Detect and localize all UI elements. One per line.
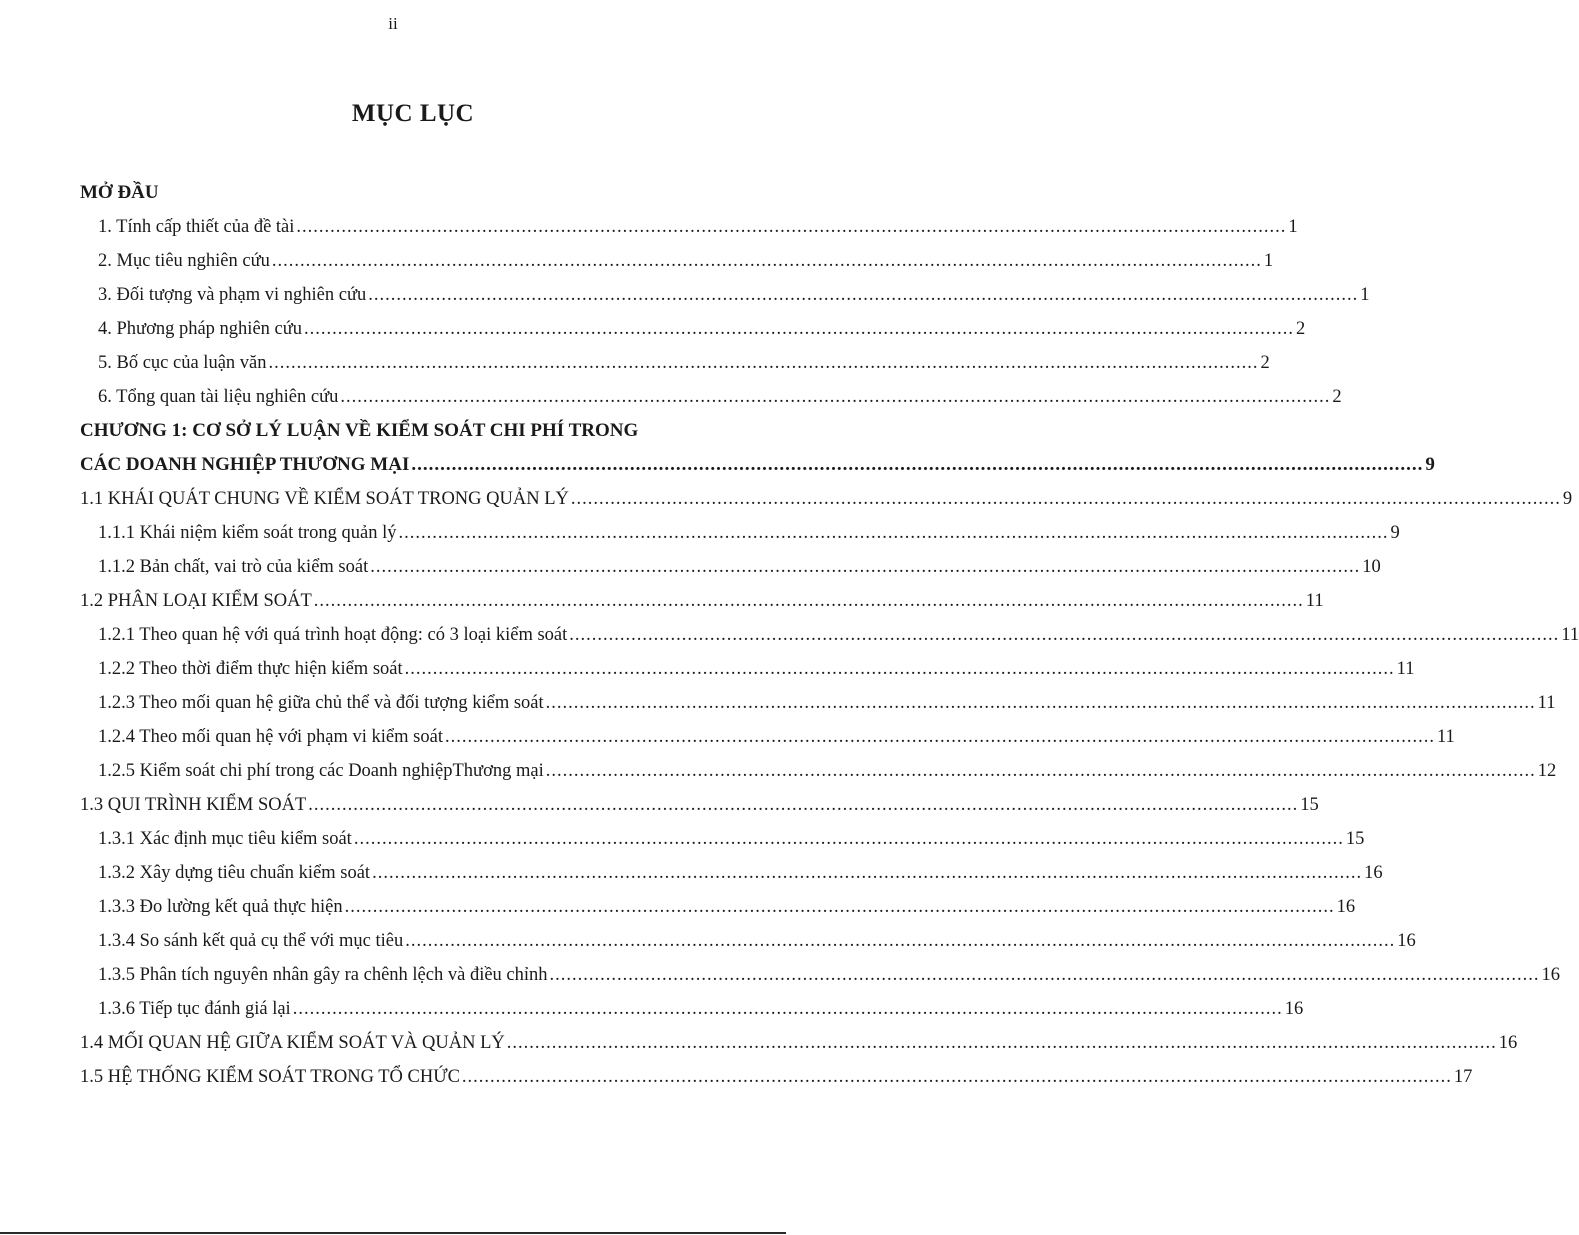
toc-entry-title: 1.2.4 Theo mối quan hệ với phạm vi kiểm soát	[98, 727, 443, 747]
toc-entry-title: 1.2 PHÂN LOẠI KIỂM SOÁT	[80, 591, 312, 611]
toc-entry[interactable]	[80, 516, 1400, 550]
toc-entry[interactable]	[80, 346, 1270, 380]
toc-entry-page: 15	[1300, 795, 1319, 815]
toc-entry[interactable]	[80, 822, 1365, 856]
toc-entry[interactable]	[80, 380, 1342, 414]
toc-entry[interactable]	[80, 176, 750, 210]
toc-entry-title: 1.4 MỐI QUAN HỆ GIỮA KIỂM SOÁT VÀ QUẢN LÝ	[80, 1033, 505, 1053]
toc-entry-page: 1	[1263, 251, 1274, 271]
toc-entry-title: 4. Phương pháp nghiên cứu	[98, 319, 303, 339]
toc-entry-title: CHƯƠNG 1: CƠ SỞ LÝ LUẬN VỀ KIỂM SOÁT CHI PHÍ TRONG	[80, 420, 639, 441]
toc-entry[interactable]	[80, 482, 1573, 516]
toc-entry-title: 1.2.2 Theo thời điểm thực hiện kiểm soát	[98, 659, 403, 679]
toc-entry[interactable]	[80, 312, 1306, 346]
dot-leader: ................................................................................................................................................................................	[405, 931, 1396, 951]
toc-entry-line	[98, 244, 1274, 278]
dot-leader: ................................................................................................................................................................................	[404, 659, 1395, 679]
dot-leader: ................................................................................................................................................................................	[569, 625, 1560, 645]
toc-entry[interactable]	[80, 618, 1579, 652]
toc-entry-line	[98, 992, 1304, 1026]
toc-entry-line	[98, 380, 1342, 414]
toc-entry-title: CÁC DOANH NGHIỆP THƯƠNG MẠI	[80, 454, 410, 475]
toc-entry-page: 12	[1537, 761, 1557, 781]
toc-entry-page: 2	[1332, 387, 1342, 407]
page-number: ii	[388, 14, 398, 33]
toc-entry-page: 11	[1396, 659, 1415, 679]
dot-leader: ................................................................................................................................................................................	[271, 251, 1262, 271]
toc-entry-title: 1.1.2 Bản chất, vai trò của kiểm soát	[98, 557, 369, 577]
toc-entry-page: 9	[1425, 454, 1435, 475]
table-of-contents	[80, 176, 1579, 1094]
toc-entry[interactable]	[80, 1026, 1518, 1060]
toc-entry-title: 1.3.5 Phân tích nguyên nhân gây ra chênh lệch và điều chỉnh	[98, 965, 548, 985]
toc-entry-page: 11	[1537, 693, 1556, 713]
toc-entry-title: 6. Tổng quan tài liệu nghiên cứu	[98, 387, 339, 407]
toc-entry[interactable]	[80, 278, 1370, 312]
toc-entry-title: 1. Tính cấp thiết của đề tài	[98, 217, 295, 237]
toc-entry-line	[98, 686, 1556, 720]
toc-entry-page: 16	[1284, 999, 1304, 1019]
toc-entry-line	[98, 346, 1270, 380]
toc-entry-title: 2. Mục tiêu nghiên cứu	[98, 251, 270, 271]
toc-entry[interactable]	[80, 210, 1298, 244]
toc-entry-page: 17	[1453, 1067, 1473, 1087]
dot-leader: ................................................................................................................................................................................	[292, 999, 1283, 1019]
toc-entry-title: 1.1.1 Khái niệm kiểm soát trong quản lý	[98, 523, 397, 543]
toc-entry-line	[80, 482, 1573, 516]
toc-entry-line	[80, 448, 1435, 482]
toc-entry-line	[80, 1060, 1473, 1094]
toc-entry-page: 15	[1345, 829, 1365, 849]
toc-entry-page: 9	[1390, 523, 1400, 543]
toc-entry-page: 11	[1305, 591, 1324, 611]
bottom-rule	[0, 1232, 786, 1234]
toc-entry-title: 3. Đối tượng và phạm vi nghiên cứu	[98, 285, 367, 305]
toc-entry-line	[98, 754, 1557, 788]
toc-entry-page: 1	[1288, 217, 1298, 237]
toc-entry-line	[98, 924, 1416, 958]
toc-entry-page: 16	[1364, 863, 1383, 883]
toc-entry-line	[98, 720, 1455, 754]
dot-leader: ................................................................................................................................................................................	[370, 557, 1361, 577]
toc-entry[interactable]	[80, 856, 1383, 890]
toc-entry-line	[98, 618, 1579, 652]
toc-entry-page: 16	[1541, 965, 1561, 985]
toc-entry-line	[98, 958, 1561, 992]
dot-leader: ................................................................................................................................................................................	[444, 727, 1435, 747]
toc-entry-line	[98, 890, 1356, 924]
dot-leader: ................................................................................................................................................................................	[308, 795, 1299, 815]
toc-entry[interactable]	[80, 890, 1356, 924]
dot-leader: ................................................................................................................................................................................	[368, 285, 1359, 305]
toc-entry[interactable]	[80, 924, 1416, 958]
toc-entry-line	[98, 550, 1381, 584]
dot-leader: ................................................................................................................................................................................	[340, 387, 1331, 407]
dot-leader: ................................................................................................................................................................................	[268, 353, 1259, 373]
toc-title: MỤC LỤC	[351, 100, 475, 127]
toc-entry-title: 1.3.4 So sánh kết quả cụ thể với mục tiêu	[98, 931, 404, 951]
toc-entry-title: 1.5 HỆ THỐNG KIỂM SOÁT TRONG TỔ CHỨC	[80, 1067, 460, 1087]
toc-entry[interactable]	[80, 448, 1435, 482]
toc-entry-line	[80, 1026, 1518, 1060]
dot-leader: ................................................................................................................................................................................	[304, 319, 1295, 339]
toc-entry[interactable]	[80, 992, 1304, 1026]
dot-leader: ................................................................................................................................................................................	[372, 863, 1363, 883]
toc-entry-line	[98, 312, 1306, 346]
toc-entry-line	[98, 652, 1415, 686]
toc-entry-title: MỞ ĐẦU	[80, 182, 159, 203]
toc-entry-page: 9	[1562, 489, 1573, 509]
toc-entry-line	[80, 788, 1319, 822]
dot-leader: ................................................................................................................................................................................	[398, 523, 1389, 543]
dot-leader: ................................................................................................................................................................................	[570, 489, 1561, 509]
dot-leader: ................................................................................................................................................................................	[461, 1067, 1452, 1087]
toc-entry-page: 2	[1296, 319, 1306, 339]
toc-entry[interactable]	[80, 584, 1324, 618]
toc-entry-line	[98, 210, 1298, 244]
toc-entry[interactable]	[80, 720, 1455, 754]
dot-leader: ................................................................................................................................................................................	[549, 965, 1540, 985]
toc-entry[interactable]	[80, 652, 1415, 686]
toc-entry-page: 16	[1498, 1033, 1518, 1053]
toc-entry[interactable]	[80, 686, 1556, 720]
toc-entry-page: 10	[1362, 557, 1381, 577]
dot-leader: ................................................................................................................................................................................	[296, 217, 1287, 237]
toc-entry-page: 1	[1360, 285, 1370, 305]
toc-entry-page: 2	[1260, 353, 1270, 373]
dot-leader: ................................................................................................................................................................................	[313, 591, 1304, 611]
toc-entry-line	[98, 516, 1400, 550]
toc-entry-title: 1.3 QUI TRÌNH KIỂM SOÁT	[80, 795, 307, 815]
toc-entry-title: 1.2.3 Theo mối quan hệ giữa chủ thể và đối tượng kiểm soát	[98, 693, 544, 713]
toc-entry-line	[80, 584, 1324, 618]
toc-entry-title: 5. Bố cục của luận văn	[98, 353, 267, 373]
dot-leader: ................................................................................................................................................................................	[353, 829, 1344, 849]
toc-entry-title: 1.3.2 Xây dựng tiêu chuẩn kiểm soát	[98, 863, 371, 883]
dot-leader: ................................................................................................................................................................................	[545, 761, 1536, 781]
toc-entry-title: 1.3.1 Xác định mục tiêu kiểm soát	[98, 829, 352, 849]
toc-entry-title: 1.3.6 Tiếp tục đánh giá lại	[98, 999, 291, 1019]
toc-entry-title: 1.1 KHÁI QUÁT CHUNG VỀ KIỂM SOÁT TRONG QUẢN LÝ	[80, 489, 569, 509]
toc-entry[interactable]	[80, 754, 1557, 788]
toc-entry[interactable]	[80, 958, 1561, 992]
dot-leader: ................................................................................................................................................................................	[506, 1033, 1497, 1053]
toc-entry[interactable]	[80, 1060, 1473, 1094]
toc-entry[interactable]	[80, 550, 1381, 584]
toc-entry-line	[98, 856, 1383, 890]
toc-entry-title: 1.3.3 Đo lường kết quả thực hiện	[98, 897, 343, 917]
toc-entry[interactable]	[80, 788, 1319, 822]
toc-entry-page: 11	[1561, 625, 1579, 645]
dot-leader: ................................................................................................................................................................................	[411, 454, 1424, 475]
dot-leader: ................................................................................................................................................................................	[545, 693, 1536, 713]
toc-entry-line	[98, 822, 1365, 856]
toc-entry-line	[98, 278, 1370, 312]
toc-entry-page: 11	[1436, 727, 1455, 747]
dot-leader: ................................................................................................................................................................................	[344, 897, 1335, 917]
toc-entry-title: 1.2.1 Theo quan hệ với quá trình hoạt động: có 3 loại kiểm soát	[98, 625, 568, 645]
toc-entry-page: 16	[1336, 897, 1356, 917]
toc-entry[interactable]	[80, 244, 1274, 278]
toc-entry-title: 1.2.5 Kiểm soát chi phí trong các Doanh nghiệpThương mại	[98, 761, 544, 781]
toc-entry[interactable]	[80, 414, 750, 448]
toc-entry-page: 16	[1397, 931, 1416, 951]
